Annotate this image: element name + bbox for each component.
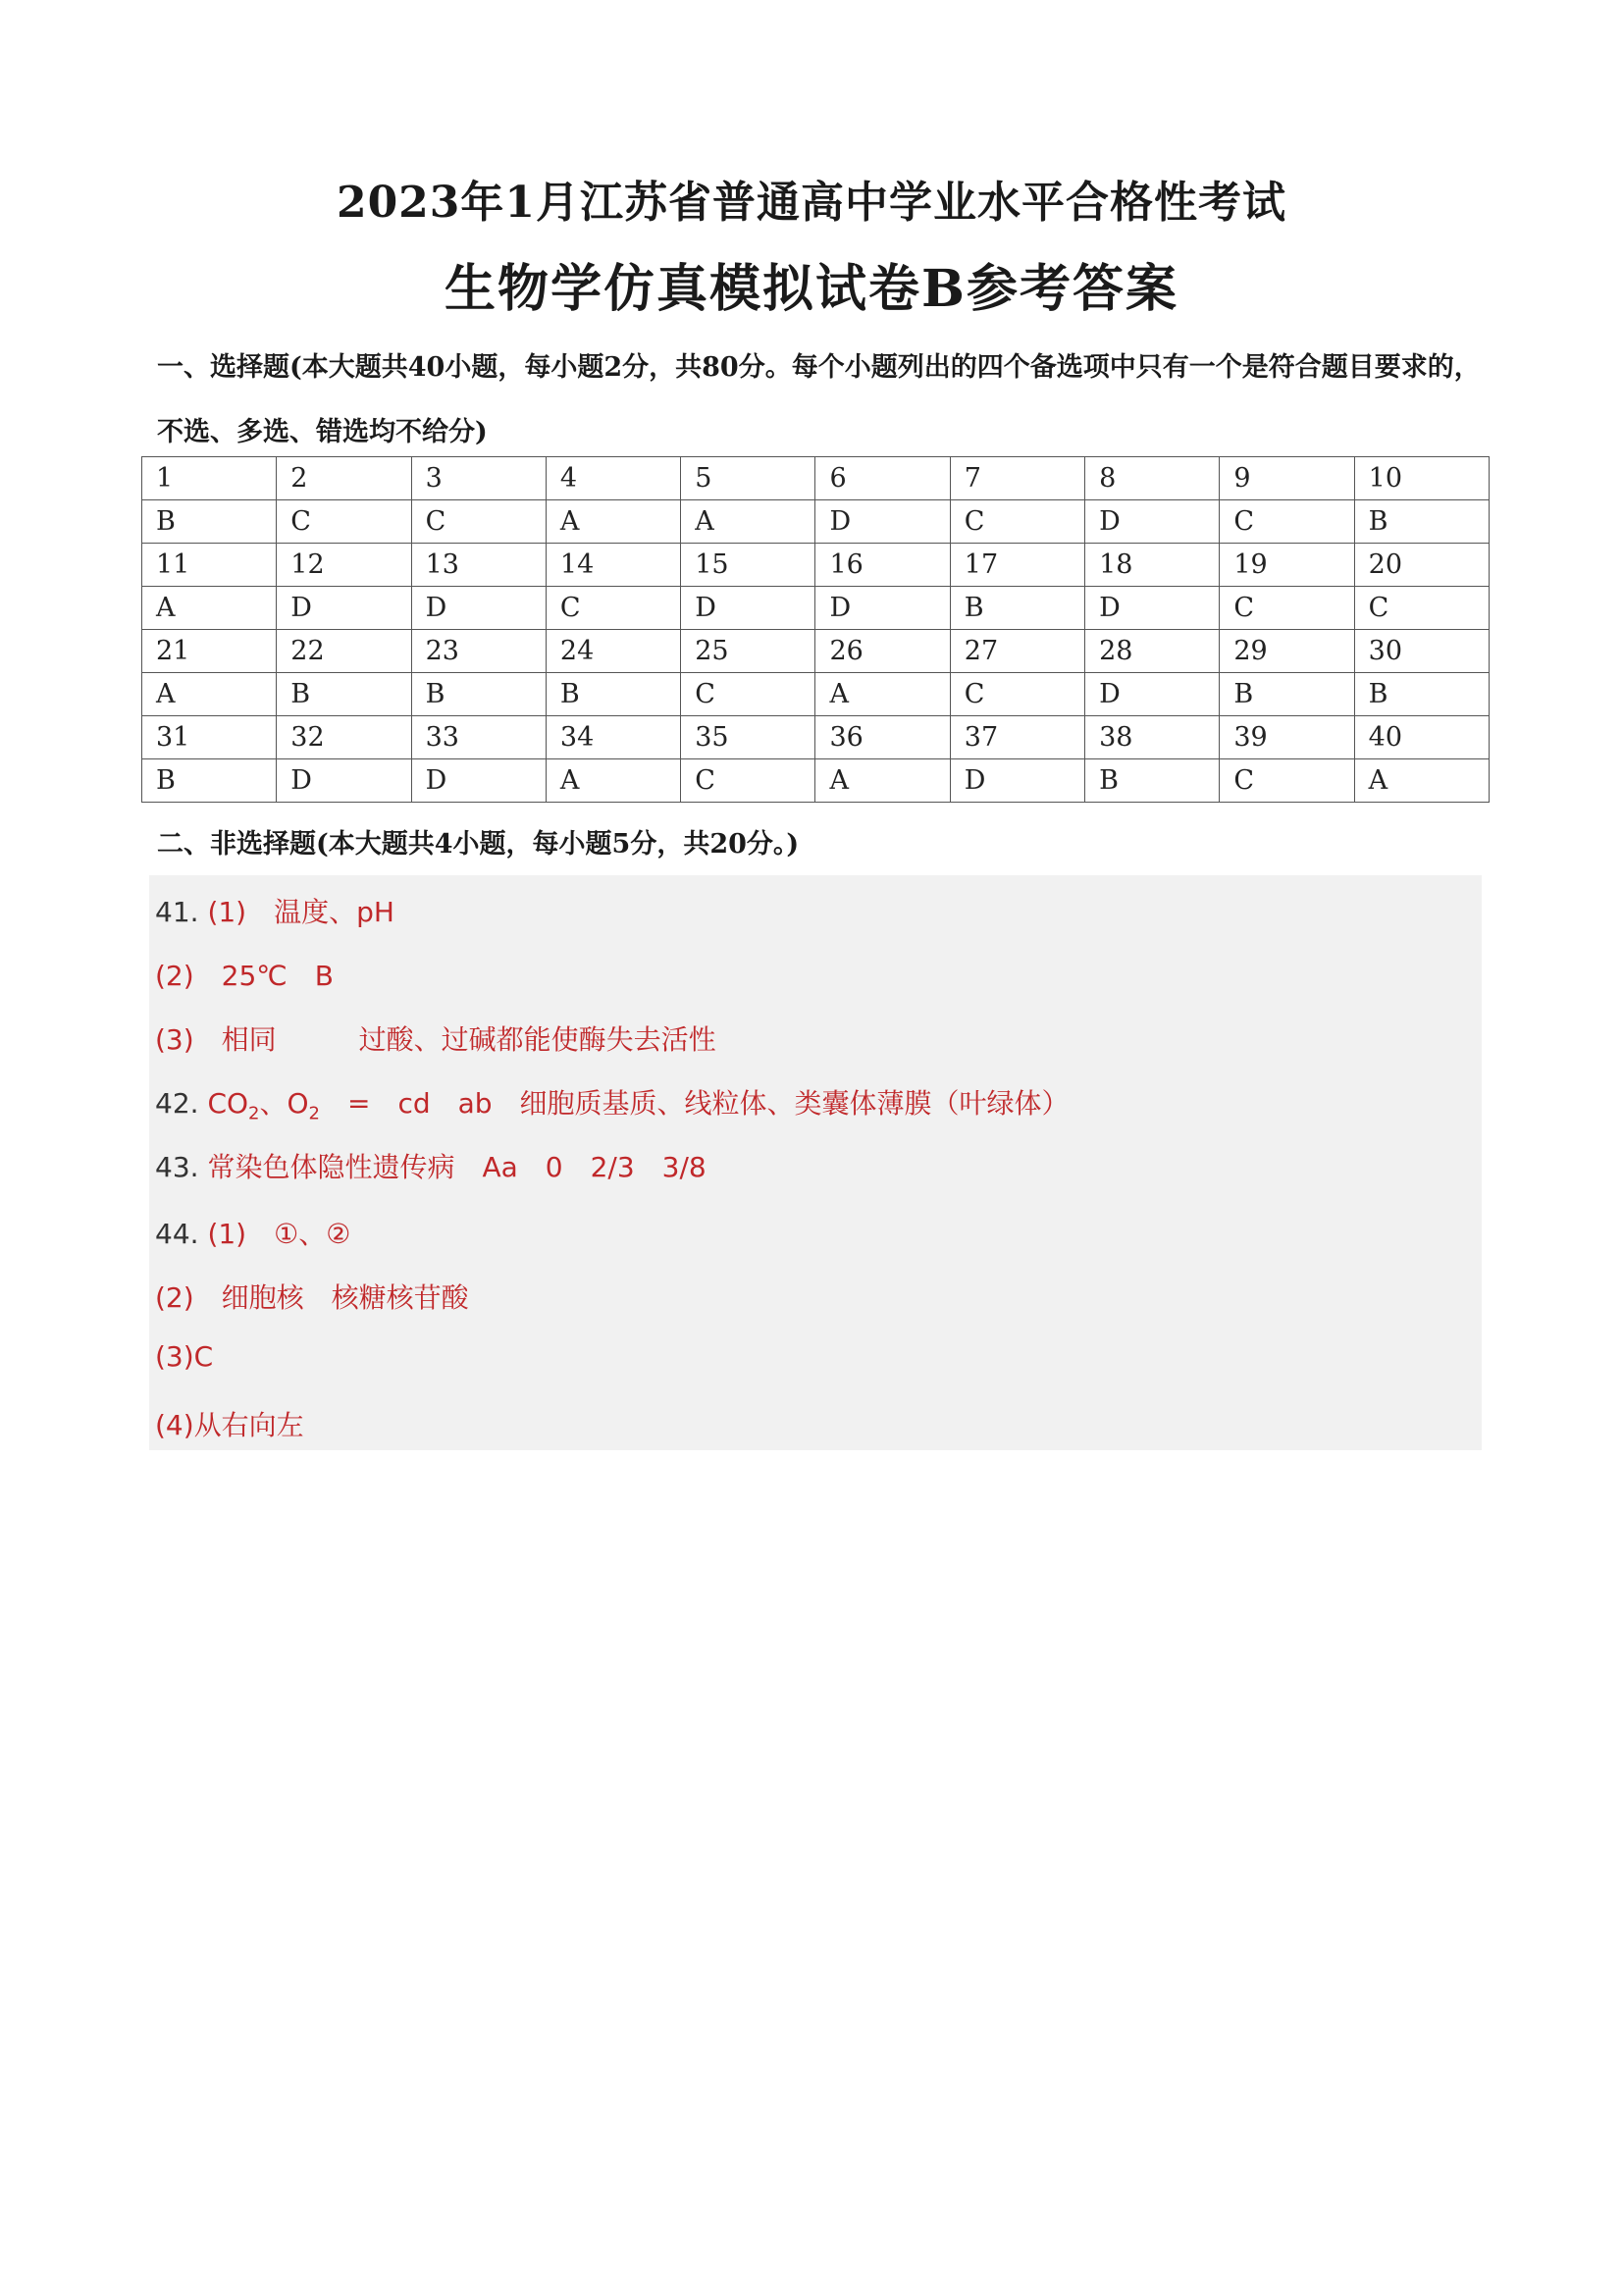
question-number-cell: 38 [1085, 716, 1220, 759]
question-number-cell: 24 [546, 630, 680, 673]
question-number-cell: 39 [1220, 716, 1354, 759]
question-number-cell: 5 [681, 457, 815, 500]
answer-cell: A [546, 500, 680, 544]
answer-cell: B [546, 673, 680, 716]
q42-sub2: 2 [308, 1103, 320, 1124]
answer-cell: A [142, 587, 277, 630]
answer-cell: C [1354, 587, 1489, 630]
answer-table [141, 456, 1490, 803]
question-number-cell: 29 [1220, 630, 1354, 673]
answer-cell: D [277, 759, 411, 803]
q42-line [155, 1082, 1070, 1124]
answer-cell: B [142, 500, 277, 544]
answer-cell: D [411, 759, 546, 803]
answer-cell: A [681, 500, 815, 544]
q42-co: CO [207, 1087, 249, 1120]
answer-cell: A [815, 673, 950, 716]
answer-cell: C [1220, 587, 1354, 630]
question-number-cell: 9 [1220, 457, 1354, 500]
question-number-cell: 32 [277, 716, 411, 759]
answer-cell: B [277, 673, 411, 716]
q44-answer1: (1) ①、② [207, 1218, 351, 1250]
question-number-cell: 8 [1085, 457, 1220, 500]
question-number-cell: 37 [950, 716, 1084, 759]
answer-cell: D [277, 587, 411, 630]
q44-line1 [155, 1213, 350, 1252]
question-number-cell: 36 [815, 716, 950, 759]
q41-answer2: (2) 25℃ B [155, 960, 334, 992]
q44-number: 44. [155, 1218, 199, 1250]
question-number-cell: 25 [681, 630, 815, 673]
q41-number: 41. [155, 896, 199, 928]
question-number-cell: 1 [142, 457, 277, 500]
question-number-cell: 17 [950, 544, 1084, 587]
answer-row [142, 500, 1490, 544]
q42-sub1: 2 [248, 1103, 260, 1124]
answer-cell: B [1085, 759, 1220, 803]
question-number-cell: 33 [411, 716, 546, 759]
question-number-cell: 34 [546, 716, 680, 759]
q42-number: 42. [155, 1087, 199, 1120]
q43-number: 43. [155, 1151, 199, 1183]
question-number-cell: 16 [815, 544, 950, 587]
question-number-cell: 18 [1085, 544, 1220, 587]
question-number-row [142, 716, 1490, 759]
question-number-cell: 40 [1354, 716, 1489, 759]
question-number-row [142, 457, 1490, 500]
answer-cell: B [1220, 673, 1354, 716]
answer-row [142, 587, 1490, 630]
question-number-cell: 4 [546, 457, 680, 500]
section2-heading: 二、非选择题(本大题共4小题，每小题5分，共20分。) [157, 829, 800, 860]
question-number-cell: 11 [142, 544, 277, 587]
question-number-cell: 23 [411, 630, 546, 673]
answer-cell: C [950, 673, 1084, 716]
answer-cell: C [1220, 500, 1354, 544]
question-number-cell: 26 [815, 630, 950, 673]
answer-cell: D [950, 759, 1084, 803]
answer-cell: D [681, 587, 815, 630]
answer-cell: C [681, 759, 815, 803]
answer-cell: D [815, 587, 950, 630]
answer-cell: C [411, 500, 546, 544]
q43-line [155, 1146, 707, 1185]
answer-cell: D [1085, 587, 1220, 630]
answer-cell: C [1220, 759, 1354, 803]
question-number-cell: 15 [681, 544, 815, 587]
question-number-cell: 6 [815, 457, 950, 500]
answer-cell: A [546, 759, 680, 803]
question-number-cell: 30 [1354, 630, 1489, 673]
answer-cell: A [1354, 759, 1489, 803]
answer-cell: D [815, 500, 950, 544]
question-number-cell: 22 [277, 630, 411, 673]
answer-cell: C [950, 500, 1084, 544]
q44-answer3: (3)C [155, 1340, 214, 1373]
question-number-cell: 7 [950, 457, 1084, 500]
q44-answer2: (2) 细胞核 核糖核苷酸 [155, 1281, 469, 1314]
answer-cell: B [1354, 673, 1489, 716]
answer-row [142, 673, 1490, 716]
question-number-row [142, 544, 1490, 587]
question-number-cell: 2 [277, 457, 411, 500]
section1-heading: 一、选择题(本大题共40小题，每小题2分，共80分。每个小题列出的四个备选项中只有一个是符合题目要求的，不选、多选、错选均不给分) [157, 352, 1481, 447]
question-number-cell: 35 [681, 716, 815, 759]
answer-cell: D [411, 587, 546, 630]
q41-line1 [155, 891, 394, 930]
question-number-cell: 31 [142, 716, 277, 759]
question-number-cell: 12 [277, 544, 411, 587]
question-number-cell: 13 [411, 544, 546, 587]
answer-cell: D [1085, 500, 1220, 544]
answer-cell: C [681, 673, 815, 716]
question-number-cell: 14 [546, 544, 680, 587]
q41-answer3: (3) 相同 过酸、过碱都能使酶失去活性 [155, 1023, 716, 1056]
question-number-cell: 10 [1354, 457, 1489, 500]
q44-answer4: (4)从右向左 [155, 1409, 304, 1441]
title-line-2: 生物学仿真模拟试卷B参考答案 [445, 259, 1178, 319]
answer-cell: B [950, 587, 1084, 630]
answer-cell: A [142, 673, 277, 716]
answer-cell: C [546, 587, 680, 630]
question-number-cell: 21 [142, 630, 277, 673]
answer-cell: C [277, 500, 411, 544]
answer-cell: D [1085, 673, 1220, 716]
q41-answer1: (1) 温度、pH [207, 896, 394, 928]
question-number-row [142, 630, 1490, 673]
answer-cell: A [815, 759, 950, 803]
question-number-cell: 3 [411, 457, 546, 500]
title-line-1: 2023年1月江苏省普通高中学业水平合格性考试 [336, 178, 1287, 228]
q42-sep: 、O [259, 1087, 309, 1120]
question-number-cell: 27 [950, 630, 1084, 673]
question-number-cell: 28 [1085, 630, 1220, 673]
answer-cell: B [1354, 500, 1489, 544]
answer-cell: B [411, 673, 546, 716]
question-number-cell: 19 [1220, 544, 1354, 587]
answer-cell: B [142, 759, 277, 803]
question-number-cell: 20 [1354, 544, 1489, 587]
q42-rest: = cd ab 细胞质基质、线粒体、类囊体薄膜（叶绿体） [319, 1087, 1070, 1120]
q43-answer: 常染色体隐性遗传病 Aa 0 2/3 3/8 [207, 1151, 707, 1183]
answer-row [142, 759, 1490, 803]
